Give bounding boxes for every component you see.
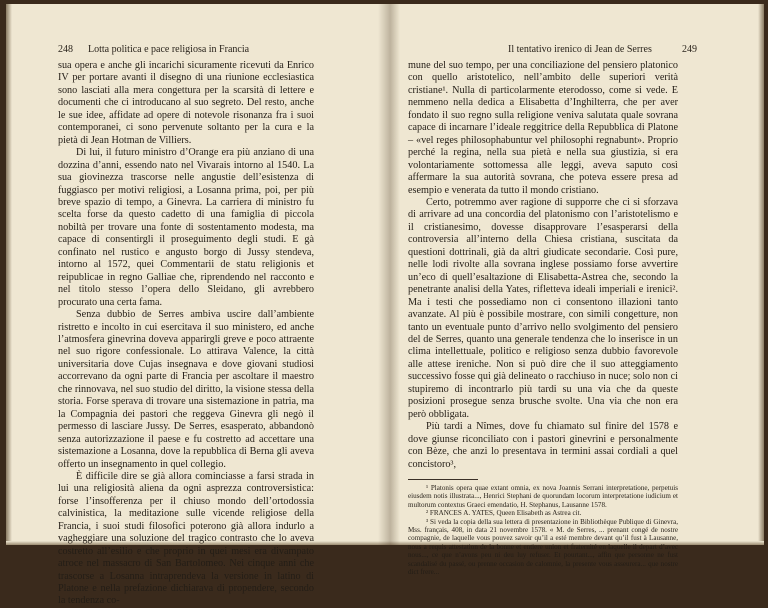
paragraph: mune del suo tempo, per una conciliazione del pensiero platonico con quello aristotelico, nell’ambito delle superiori verità cristiane¹. Nulla di particolarmente eterodosso, come si vede. E nemmeno nella dedica a Elisabetta d’Inghilterra, che per aver fondato il suo regno sulla religione veniva salutata quale sovrana capace di incarnare l’ideale reggitrice della Repubblica di Platone – «vel reges philosophabuntur vel philosophi regnabunt». Proprio perché la regina, nella sua pietà e nella sua giustizia, si era volontariamente sottomessa alle leggi, aveva saputo così affermare la sua autorità sovrana, che poteva essere presa ad esempio e venerata da tutto il mondo cristiano. (408, 60, 678, 196)
right-page (400, 4, 764, 577)
paragraph: Certo, potremmo aver ragione di supporre che ci si sforzava di arrivare ad una concordia del platonismo con l’aristotelismo e il cristianesimo, dovesse disapprovare l’esasperarsi della controversia all’interno della Chiesa cristiana, suscitata da questioni dottrinali, già da altri giudicate secondarie. Così pure, nelle lodi rivolte alla sovrana inglese possiamo forse avvertire un’eco di quell’esaltazione di Elisabetta-Astrea che, secondo la penetrante analisi della Yates, rifletteva ideali imperiali e irenici². Ma i testi che possediamo non ci consentono illazioni tanto avanzate. Al più è possibile mostrare, con simili congetture, non tanto un eventuale punto d’arrivo nello svolgimento del pensiero del de Serres, quanto una generale tendenza che lo inserisce in un clima intellettuale, politico e religioso senza dubbio favorevole alle attese ireniche. Non si può dire che il suo atteggiamento successivo fosse qui già delineato o racchiuso in nuce; solo non ci stupiremo di incontrarlo più tardi su una via che da queste posizioni prosegue senza brusche svolte. Una via che non era però obbligata. (408, 196, 678, 420)
paragraph: Senza dubbio de Serres ambiva uscire dall’ambiente ristretto e incolto in cui esercitava il suo ministero, ed anche l’atmosfera ginevrina doveva apparirgli greve e poco attraente nel suo rigore confessionale. Lo attirava Valence, la città universitaria dove Cujas insegnava e dove giovani studiosi accorrevano da ogni parte di Francia per ascoltare il maestro che rinnovava, nel suo studio del diritto, la visione stessa della storia. Forse sperava di trovare una sistemazione in patria, ma la Compagnia dei pastori che reggeva Ginevra gli negò il permesso di lasciare Jussy. De Serres, esasperato, abbandonò senza autorizzazione il paese e fu costretto ad accettare una sistemazione a Losanna, dove la repubblica di Berna gli aveva offerto un insegnamento in quel collegio. (58, 309, 314, 470)
footnote-rule (408, 479, 478, 480)
book-spread (6, 4, 764, 607)
paragraph: Più tardi a Nîmes, dove fu chiamato sul finire del 1578 e dove giunse riconciliato con i pastori ginevrini e personalmente con Bèze, che anzi lo presentava in termini assai cordiali a quel concistoro³, (408, 421, 678, 470)
right-page-body (408, 60, 678, 576)
footnote: ³ Si veda la copia della sua lettera di presentazione in Bibliothèque Publique di Ginevra, Mss. français, 408, in data 21 novembre 1578. « M. de Serres, ... prenant congé de nostre compagnie, de laquelle vous pouvez savoir qu’il a esté membre devant qu’il fust à Lausanne, nous a requis attestation de la bonne et entiere union et fraternité en laquelle il depart d’avec nous..., ce que n’avons peu ni deu luy refuser. Et pourtant..., affin que personne ne fust scandalisé du passé, ou prenne occasion de calomnie, la presente vous asseurera... que nostre dict frere... (408, 517, 678, 577)
footnote: ² FRANCES A. YATES, Queen Elisabeth as Astrea cit. (426, 509, 582, 518)
running-title: Lotta politica e pace religiosa in Francia (88, 44, 250, 55)
left-page (6, 4, 378, 607)
running-title: Il tentativo irenico di Jean de Serres (508, 44, 652, 55)
paragraph: È difficile dire se già allora cominciasse a farsi strada in lui una religiosità aliena da ogni asprezza controversistica: forse l’insofferenza per il chiuso mondo dell’ortodossia calvinistica, la meditazione sulle vicende religiose della Francia, i suoi studi filosofici poterono già allora indurlo a vagheggiare una soluzione del tragico contrasto che lo aveva costretto all’esilio e che proprio in quei mesi era divampato atroce nel massacro di San Bartolomeo. Nei cinque anni che trascorse a Losanna intraprendeva la versione in latino di Platone e nella prefazione dichiarava di propendere, secondo la tendenza co- (58, 470, 314, 607)
page-number: 249 (682, 44, 697, 55)
left-page-body (58, 60, 314, 608)
paragraph: sua opera e anche gli incarichi sicuramente ricevuti da Enrico IV per portare avanti il disegno di una riunione ecclesiastica sono lasciati alla mera congettura per la scarsità di lettere e documenti che ci introducano al suo segreto. Del resto, anche le sue idee, affidate ad opere di notevole risonanza fra i suoi contemporanei, ci sono pervenute soltanto per la cura e la pietà di Jean Hotman de Villiers. (58, 60, 314, 146)
footnote: ¹ Platonis opera quae extant omnia, ex nova Joannis Serrani interpretatione, perpetuis eiusdem notis illustrata..., Henrici Stephani de quorundam locorum interpretatione iudicium et multorum contextus Graeci emendatio, H. Stephanus, Lausanne 1578. (408, 483, 678, 509)
book-gutter (378, 4, 400, 545)
paragraph: Di lui, il futuro ministro d’Orange era più anziano di una dozzina d’anni, essendo nato nel Vivarais intorno al 1540. La sua giovinezza trascorse nelle angustie dell’esistenza di fuggiasco per motivi religiosi, a Losanna prima, poi, per più breve spazio di tempo, a Ginevra. La carriera di ministro fu scelta forse da questo cadetto di una famiglia di piccola nobiltà per trovare una fonte di sostentamento modesta, ma capace di consentirgli il proseguimento degli studi. E gà confinato nel rustico e angusto borgo di Jussy stendeva, intorno al 1572, quei Commentarii de statu religionis et reipublicae in regno Galliae che, riprendendo nel racconto e nel titolo stesso l’opera dello Sleidano, gli avrebbero procurato una certa fama. (58, 147, 314, 308)
page-number: 248 (58, 44, 73, 55)
